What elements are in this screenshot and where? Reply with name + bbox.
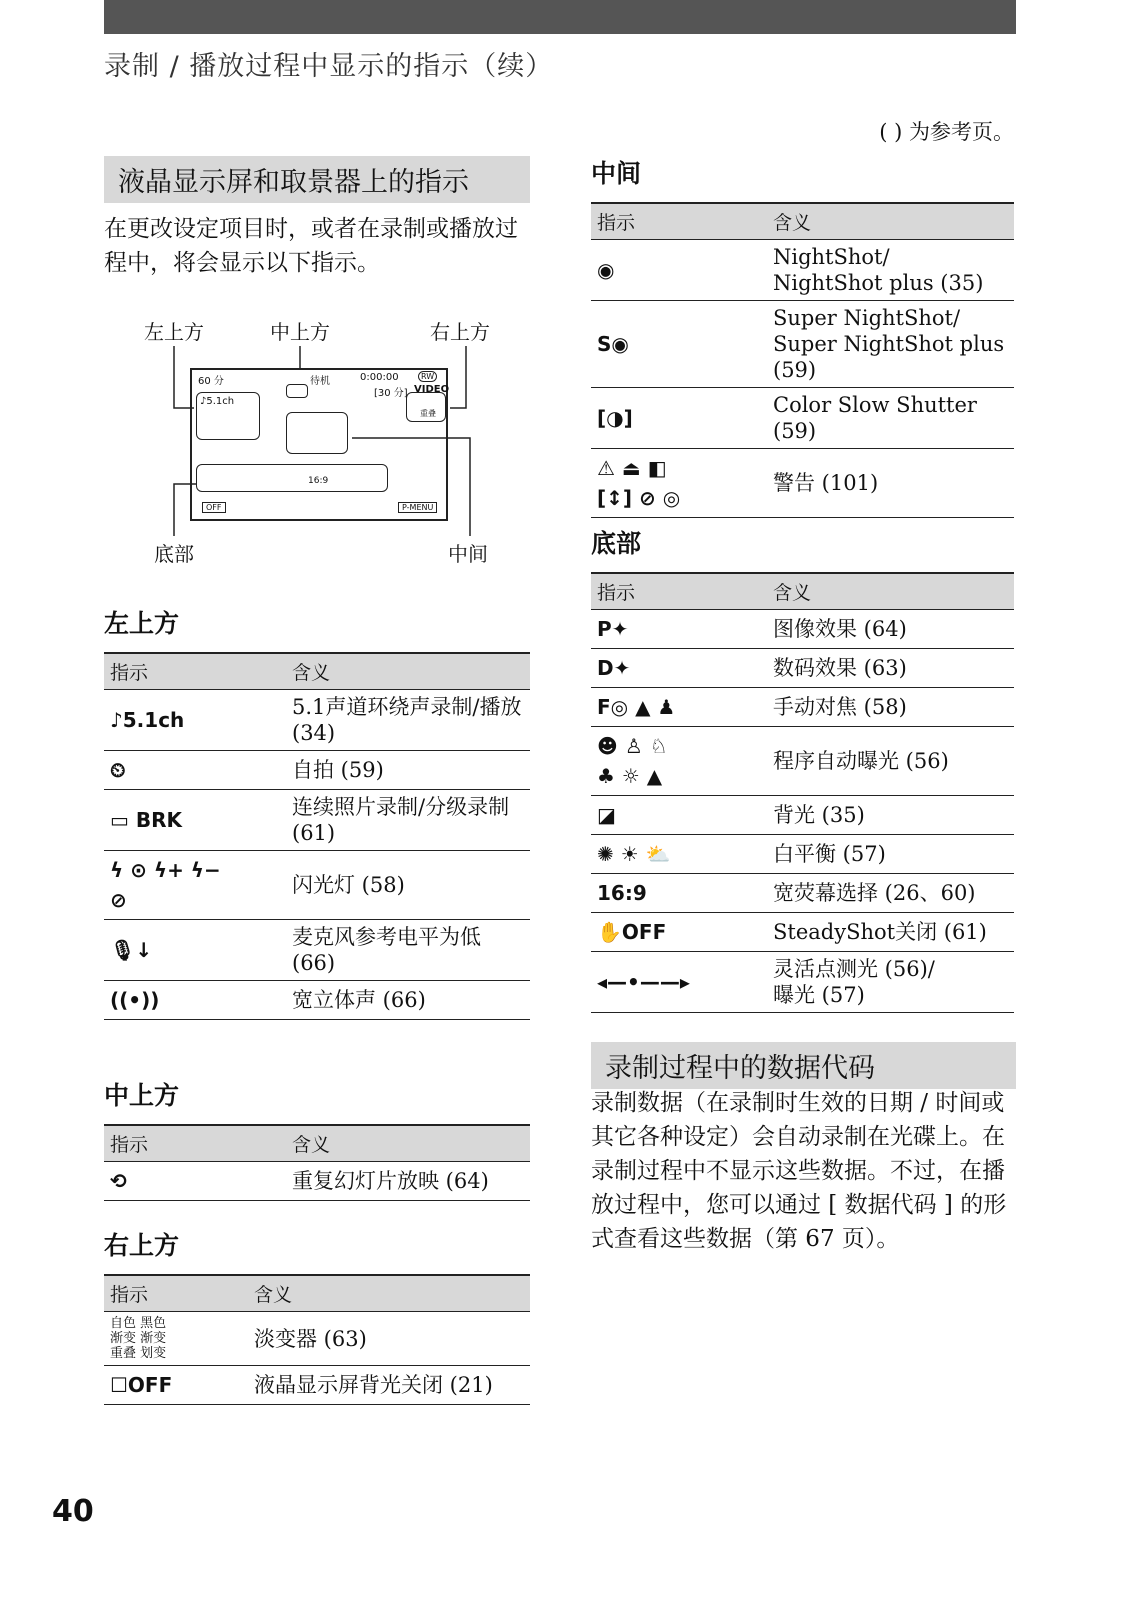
indicator-icon: ▭ BRK <box>104 790 286 851</box>
standby-indicator: 待机 <box>310 376 330 387</box>
page-title: 录制 / 播放过程中显示的指示（续） <box>104 51 554 82</box>
label-upper-center: 中上方 <box>270 320 330 344</box>
wide-indicator: 16:9 <box>308 476 329 486</box>
label-upper-right: 右上方 <box>430 320 490 344</box>
table-row <box>591 301 1014 388</box>
indicator-meaning: 麦克风参考电平为低 (66) <box>286 920 530 981</box>
indicator-meaning: 连续照片录制/分级录制 (61) <box>286 790 530 851</box>
indicator-meaning: Color Slow Shutter (59) <box>767 388 1014 449</box>
indicator-meaning: 淡变器 (63) <box>248 1312 530 1366</box>
reference-note: ( ) 为参考页。 <box>879 120 1014 144</box>
indicator-icon: ✺ ☀ ⛅ <box>591 835 767 874</box>
label-middle: 中间 <box>448 542 488 566</box>
indicator-meaning: 液晶显示屏背光关闭 (21) <box>248 1366 530 1405</box>
col-indicator: 指示 <box>591 203 767 240</box>
indicator-icon: ◪ <box>591 796 767 835</box>
col-meaning: 含义 <box>286 1125 530 1162</box>
indicator-meaning: 闪光灯 (58) <box>286 851 530 920</box>
indicator-icon: 🎙↓ <box>104 920 286 981</box>
table-row <box>591 727 1014 796</box>
off-button: OFF <box>202 502 226 513</box>
indicator-icon: ◉ <box>591 240 767 301</box>
label-bottom: 底部 <box>154 542 194 566</box>
indicator-meaning: SteadyShot关闭 (61) <box>767 913 1014 952</box>
table-middle <box>591 202 1014 518</box>
table-row <box>104 1366 530 1405</box>
upper-right-group <box>406 392 446 422</box>
screen-diagram <box>104 310 534 580</box>
table-bottom <box>591 572 1014 1013</box>
table-row <box>104 1312 530 1366</box>
heading-upper-right: 右上方 <box>104 1231 180 1260</box>
table-row <box>104 790 530 851</box>
indicator-icon: S◉ <box>591 301 767 388</box>
col-meaning: 含义 <box>286 653 530 690</box>
indicator-icon: ϟ ⊙ ϟ+ ϟ− ⊘ <box>104 851 286 920</box>
heading-upper-left: 左上方 <box>104 609 180 638</box>
table-row <box>591 240 1014 301</box>
indicator-icon: 自色 黑色 渐变 渐变 重叠 划变 <box>104 1312 248 1366</box>
indicator-meaning: 重复幻灯片放映 (64) <box>286 1162 530 1201</box>
indicator-icon: D✦ <box>591 649 767 688</box>
indicator-meaning: 程序自动曝光 (56) <box>767 727 1014 796</box>
section-title-indicators: 液晶显示屏和取景器上的指示 <box>104 156 530 203</box>
col-indicator: 指示 <box>104 653 286 690</box>
heading-bottom: 底部 <box>591 529 642 558</box>
indicator-meaning: 宽立体声 (66) <box>286 981 530 1020</box>
col-meaning: 含义 <box>767 203 1014 240</box>
table-row <box>591 610 1014 649</box>
indicator-icon: ☐OFF <box>104 1366 248 1405</box>
indicator-meaning: 数码效果 (63) <box>767 649 1014 688</box>
table-upper-left <box>104 652 530 1020</box>
counter: 0:00:00 <box>360 372 399 383</box>
indicator-icon: ⚠ ⏏ ◧ [↕] ⊘ ◎ <box>591 449 767 518</box>
indicator-icon: ⟲ <box>104 1162 286 1201</box>
indicator-icon: F◎ ▲ ♟ <box>591 688 767 727</box>
audio-mode: ♪5.1ch <box>200 396 235 407</box>
section-title-data-code: 录制过程中的数据代码 <box>591 1042 1016 1089</box>
indicator-icon: ♪5.1ch <box>104 690 286 751</box>
table-row <box>104 751 530 790</box>
table-row <box>591 688 1014 727</box>
indicator-meaning: 手动对焦 (58) <box>767 688 1014 727</box>
indicator-meaning: 图像效果 (64) <box>767 610 1014 649</box>
bottom-group <box>196 464 388 492</box>
indicator-icon: ⏲ <box>104 751 286 790</box>
indicator-meaning: Super NightShot/ Super NightShot plus (59) <box>767 301 1014 388</box>
table-row <box>104 1162 530 1201</box>
col-indicator: 指示 <box>104 1275 248 1312</box>
table-row <box>104 690 530 751</box>
table-row <box>104 851 530 920</box>
indicator-meaning: 警告 (101) <box>767 449 1014 518</box>
lcd-screen <box>190 368 448 521</box>
remaining-time: [30 分] <box>374 388 408 399</box>
disc-type: RW <box>418 371 437 382</box>
indicator-icon: [◑] <box>591 388 767 449</box>
indicator-meaning: 5.1声道环绕声录制/播放 (34) <box>286 690 530 751</box>
col-meaning: 含义 <box>248 1275 530 1312</box>
table-upper-center <box>104 1124 530 1201</box>
label-upper-left: 左上方 <box>144 320 204 344</box>
heading-middle: 中间 <box>591 159 642 188</box>
intro-text: 在更改设定项目时，或者在录制或播放过程中，将会显示以下指示。 <box>104 216 518 276</box>
indicator-meaning: 宽荧幕选择 (26、60) <box>767 874 1014 913</box>
indicator-meaning: 灵活点测光 (56)/ 曝光 (57) <box>767 952 1014 1013</box>
table-row <box>591 874 1014 913</box>
video-mode: VIDEO <box>414 384 450 395</box>
indicator-meaning: 背光 (35) <box>767 796 1014 835</box>
repeat-icon-box <box>286 384 308 398</box>
data-code-text: 录制数据（在录制时生效的日期 / 时间或其它各种设定）会自动录制在光碟上。在录制过程中不显示这些数据。不过，在播放过程中，您可以通过 [ 数据代码 ] 的形式查看这些数据（第 67 页）。 <box>591 1090 1007 1252</box>
battery-indicator: 60 分 <box>198 376 224 387</box>
table-row <box>591 835 1014 874</box>
indicator-meaning: NightShot/ NightShot plus (35) <box>767 240 1014 301</box>
middle-group <box>286 412 348 454</box>
indicator-meaning: 白平衡 (57) <box>767 835 1014 874</box>
table-row <box>591 952 1014 1013</box>
indicator-icon: ◂—•——▸ <box>591 952 767 1013</box>
fader-indicator: 重叠 <box>420 409 436 418</box>
table-row <box>591 388 1014 449</box>
col-indicator: 指示 <box>591 573 767 610</box>
table-upper-right <box>104 1274 530 1405</box>
heading-upper-center: 中上方 <box>104 1081 180 1110</box>
page-number: 40 <box>52 1494 94 1529</box>
table-row <box>591 796 1014 835</box>
table-row <box>104 981 530 1020</box>
indicator-icon: ✋OFF <box>591 913 767 952</box>
table-row <box>591 649 1014 688</box>
table-row <box>104 920 530 981</box>
indicator-icon: ☻ ♙ ♘ ♣ ☼ ▲ <box>591 727 767 796</box>
indicator-meaning: 自拍 (59) <box>286 751 530 790</box>
indicator-icon: P✦ <box>591 610 767 649</box>
col-meaning: 含义 <box>767 573 1014 610</box>
indicator-icon: ((•)) <box>104 981 286 1020</box>
pmenu-button: P-MENU <box>398 502 437 513</box>
col-indicator: 指示 <box>104 1125 286 1162</box>
table-row <box>591 913 1014 952</box>
table-row <box>591 449 1014 518</box>
header-bar <box>104 0 1016 34</box>
indicator-icon: 16:9 <box>591 874 767 913</box>
upper-left-group <box>196 392 260 440</box>
